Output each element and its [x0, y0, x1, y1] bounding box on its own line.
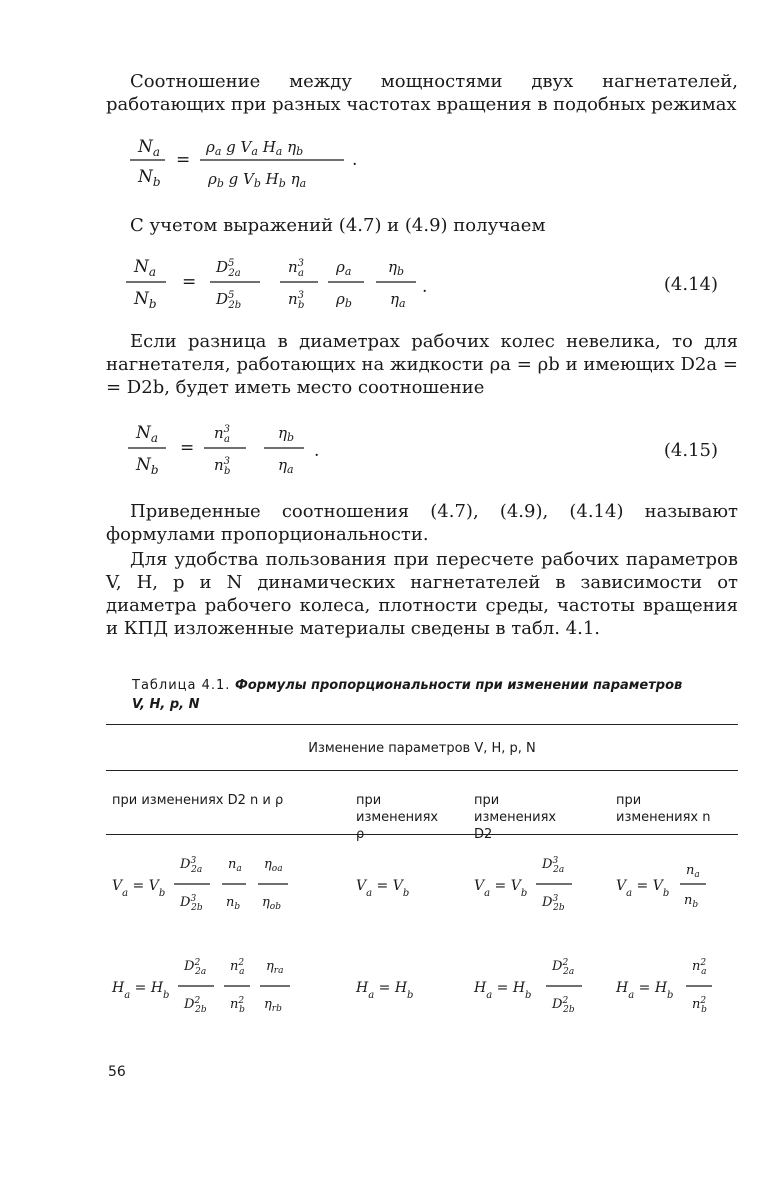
svg-text:Ha = Hb: $H_a = H_b$	[616, 980, 674, 1001]
svg-text:Nb: $N_b$	[136, 455, 159, 477]
svg-text:D32b: $D^3$ 2b	[542, 894, 565, 913]
table-caption-label: Таблица 4.1.	[132, 678, 231, 693]
table-caption-text: Формулы пропорциональности при изменении параметров V, H, p, N	[132, 678, 683, 712]
svg-text:Va = Vb: $V_a = V_b$	[112, 878, 166, 899]
column-header-d2: при изменениях D2	[474, 793, 557, 842]
equation-4-14-svg	[100, 252, 660, 322]
table-caption	[132, 676, 692, 714]
svg-text:ρb: $\rho_b$	[336, 290, 352, 310]
svg-text:Va = Vb: $V_a = V_b$	[356, 878, 410, 899]
svg-text:Nb: $N_b$	[134, 289, 157, 311]
table-main-header: Изменение параметров V, H, p, N	[308, 741, 536, 756]
table-row-pressure-formulas	[106, 952, 738, 1022]
svg-text:Va = Vb: $V_a = V_b$	[474, 878, 528, 899]
svg-text:=: =	[176, 150, 191, 170]
equation-4-14	[100, 252, 740, 322]
svg-text:ρa g Va Ha ηb: $\rho_a$ g $V_a$ $H_a$ $\eta_b$	[206, 138, 304, 158]
equation-number-4-14: (4.14)	[663, 274, 718, 295]
equation-4-15	[100, 418, 740, 488]
svg-text:D22b: $D^2$ 2b	[552, 996, 575, 1015]
svg-text:n2a: $n^2$ a	[692, 958, 707, 977]
column-header-d2-n-rho: при изменениях D2 n и ρ	[112, 793, 284, 808]
svg-text:Nb: $N_b$	[138, 167, 161, 189]
svg-text:D52b: $D^5$ 2b	[216, 290, 242, 311]
equation-power-ratio	[100, 132, 740, 202]
svg-text:ηoa: $\eta_{oa}$	[264, 857, 283, 874]
table-row-volume-formulas	[106, 850, 738, 920]
svg-text:D32a: $D^3$ 2a	[180, 856, 203, 875]
svg-text:ηrb: $\eta_{rb}$	[264, 997, 282, 1014]
svg-text:n2a: $n^2$ a	[230, 958, 245, 977]
svg-text:.: .	[422, 277, 428, 297]
svg-text:=: =	[180, 438, 195, 458]
svg-text:ηb: $\eta_b$	[388, 258, 405, 278]
equation-power-ratio-svg	[100, 132, 740, 202]
svg-text:na: $n_a$	[228, 857, 242, 874]
svg-text:Na: $N_a$	[138, 137, 161, 159]
svg-text:Ha = Hb: $H_a = H_b$	[356, 980, 414, 1001]
svg-text:n3a: $n^3$ a	[288, 258, 305, 279]
svg-text:ηa: $\eta_a$	[390, 290, 406, 310]
svg-text:ηa: $\eta_a$	[278, 456, 294, 476]
table-top-rule	[106, 724, 738, 725]
svg-text:D22a: $D^2$ 2a	[552, 958, 575, 977]
svg-text:nb: $n_b$	[684, 893, 699, 910]
svg-text:D22b: $D^2$ 2b	[184, 996, 207, 1015]
svg-text:n3b: $n^3$ b	[288, 290, 305, 311]
paragraph-power-ratio: Соотношение между мощностями двух нагнетателей, работающих при разных частотах вращения в подобных режимах	[106, 71, 738, 115]
svg-text:Ha = Hb: $H_a = H_b$	[112, 980, 170, 1001]
svg-text:.: .	[314, 441, 320, 461]
svg-text:ρa: $\rho_a$	[336, 258, 352, 278]
svg-text:.: .	[352, 150, 358, 170]
svg-text:nb: $n_b$	[226, 895, 241, 912]
table-header-rule	[106, 770, 738, 771]
equation-number-4-15: (4.15)	[663, 440, 718, 461]
paragraph-small-diameter-difference: Если разница в диаметрах рабочих колес невелика, то для нагнетателя, работающих на жидкости ρa = ρb и имеющих D2a = = D2b, будет иметь место соотношение	[106, 331, 738, 398]
svg-text:D22a: $D^2$ 2a	[184, 958, 207, 977]
page-number: 56	[108, 1064, 126, 1080]
equation-4-15-svg	[100, 418, 660, 488]
svg-text:ρb g Vb Hb ηa: $\rho_b$ g $V_b$ $H_b$ $\eta_a$	[208, 170, 307, 190]
svg-text:D52a: $D^5$ 2a	[216, 258, 241, 279]
proportionality-table	[106, 724, 738, 1024]
column-header-rho: при изменениях ρ	[356, 793, 439, 842]
svg-text:n2b: $n^2$ b	[692, 996, 707, 1015]
svg-text:Na: $N_a$	[136, 423, 159, 445]
paragraph-with-expressions: С учетом выражений (4.7) и (4.9) получаем	[130, 215, 546, 236]
table-columns-rule	[106, 834, 738, 835]
svg-text:Va = Vb: $V_a = V_b$	[616, 878, 670, 899]
svg-text:D32a: $D^3$ 2a	[542, 856, 565, 875]
svg-text:na: $n_a$	[686, 863, 700, 880]
svg-text:D32b: $D^3$ 2b	[180, 894, 203, 913]
svg-text:ηra: $\eta_{ra}$	[266, 959, 284, 976]
svg-text:n3b: $n^3$ b	[214, 456, 231, 477]
column-header-n: при изменениях n	[616, 793, 711, 825]
paragraph-proportionality-formulas: Приведенные соотношения (4.7), (4.9), (4.14) называют формулами пропорциональности.	[106, 501, 738, 545]
svg-text:n2b: $n^2$ b	[230, 996, 245, 1015]
svg-text:Ha = Hb: $H_a = H_b$	[474, 980, 532, 1001]
paragraph-table-summary: Для удобства пользования при пересчете рабочих параметров V, H, p и N динамических нагнетателей в зависимости от диаметра рабочего колеса, плотности среды, частоты вращения и КПД изложенные материалы сведены в табл. 4.1.	[106, 549, 738, 639]
svg-text:=: =	[182, 272, 197, 292]
svg-text:n3a: $n^3$ a	[214, 424, 231, 445]
svg-text:Na: $N_a$	[134, 257, 157, 279]
svg-text:ηb: $\eta_b$	[278, 424, 295, 444]
svg-text:ηob: $\eta_{ob}$	[262, 895, 281, 912]
